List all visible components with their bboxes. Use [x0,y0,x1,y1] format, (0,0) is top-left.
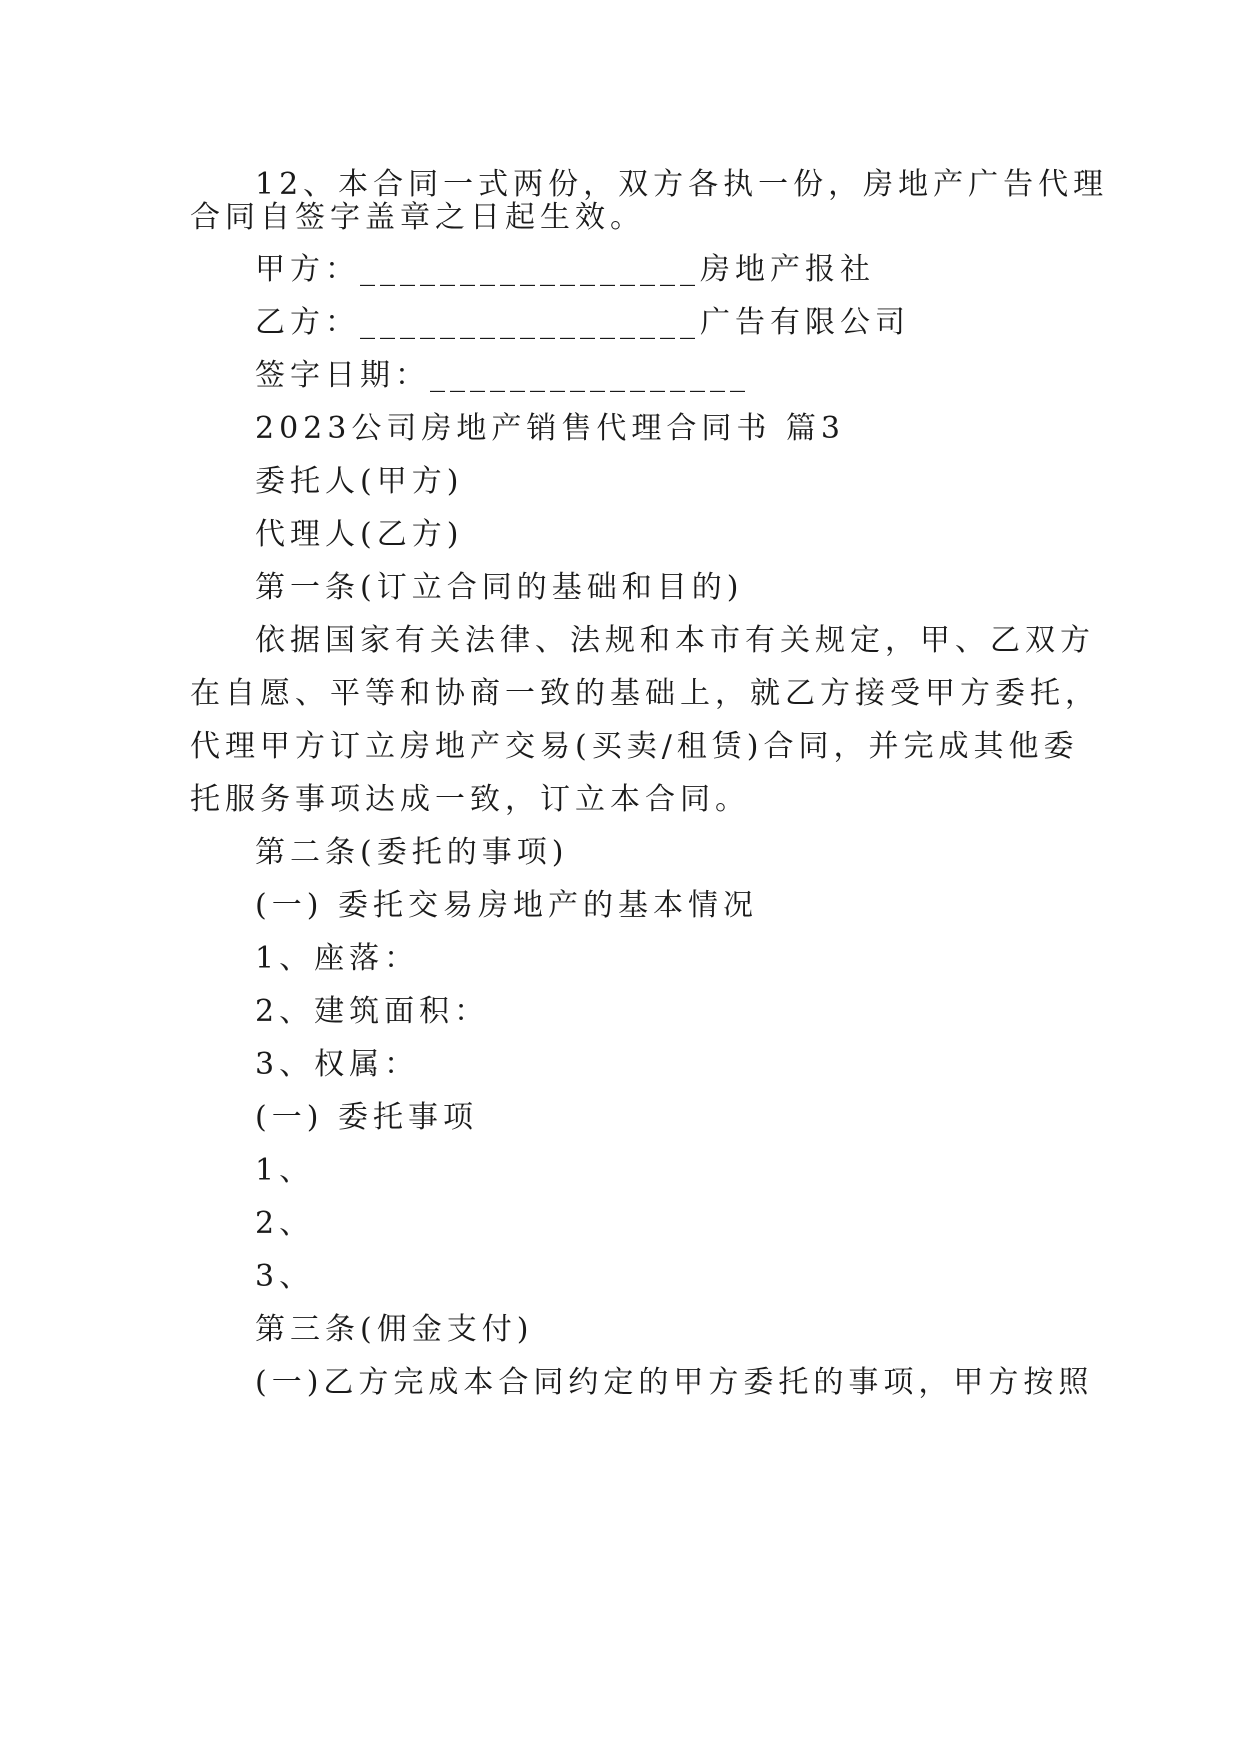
article-1-paragraph-line-1: 依据国家有关法律、法规和本市有关规定，甲、乙双方 [255,623,1095,658]
property-info-heading: (一) 委托交易房地产的基本情况 [255,888,758,923]
entrusted-matters-heading: (一) 委托事项 [255,1100,478,1135]
article-2-heading: 第二条(委托的事项) [255,835,569,870]
ownership-item: 3、权属： [255,1047,420,1082]
signing-date-line: 签字日期：________________ [255,358,750,393]
agent-label: 代理人(乙方) [255,517,464,552]
article-1-paragraph-line-4: 托服务事项达成一致，订立本合同。 [190,782,750,817]
commission-clause-line-1: (一)乙方完成本合同约定的甲方委托的事项，甲方按照 [255,1365,1094,1400]
building-area-item: 2、建筑面积： [255,994,490,1029]
property-location-item: 1、座落： [255,941,420,976]
clause-12-line-2: 合同自签字盖章之日起生效。 [190,200,645,235]
article-3-heading: 第三条(佣金支付) [255,1312,534,1347]
entrusted-matter-item: 3、 [255,1259,315,1294]
article-1-heading: 第一条(订立合同的基础和目的) [255,570,744,605]
article-1-paragraph-line-3: 代理甲方订立房地产交易(买卖/租赁)合同，并完成其他委 [190,729,1079,764]
article-1-paragraph-line-2: 在自愿、平等和协商一致的基础上，就乙方接受甲方委托， [190,676,1100,711]
principal-label: 委托人(甲方) [255,464,464,499]
party-a-signature-line: 甲方：_________________房地产报社 [255,252,875,287]
clause-12-line-1: 12、本合同一式两份，双方各执一份，房地产广告代理 [255,167,1109,202]
entrusted-matter-item: 2、 [255,1206,315,1241]
entrusted-matter-item: 1、 [255,1153,315,1188]
contract-title: 2023公司房地产销售代理合同书 篇3 [255,411,845,446]
party-b-signature-line: 乙方：_________________广告有限公司 [255,305,910,340]
